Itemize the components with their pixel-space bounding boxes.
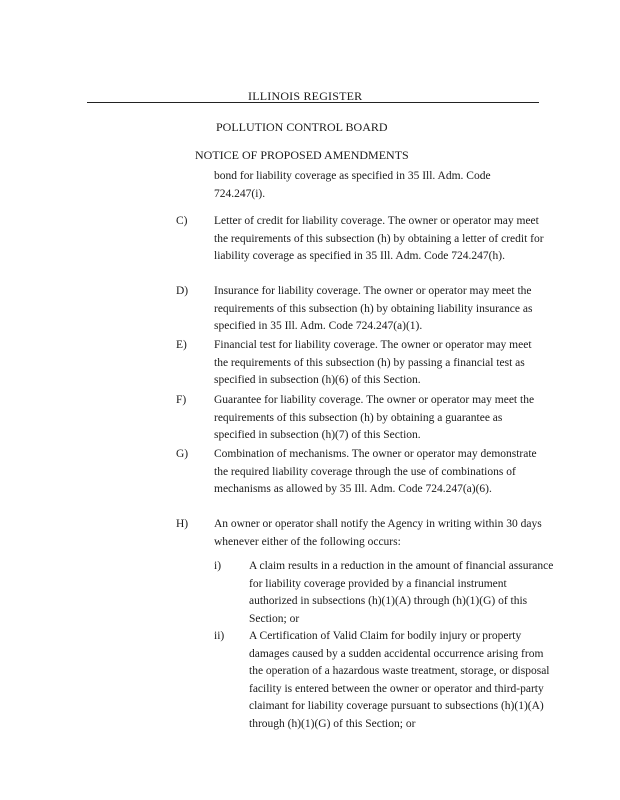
sub-item-label: i) (214, 560, 222, 572)
register-title: ILLINOIS REGISTER (248, 89, 363, 103)
item-text: Letter of credit for liability coverage. The owner or operator may meet the requirements of this subsection (h) by obtaining a letter of credit for liability coverage as specified in 35 Ill. Adm. Code 724.247(h). (214, 215, 544, 262)
item-text: Financial test for liability coverage. The owner or operator may meet the requirements of this subsection (h) by passing a financial test as specified in subsection (h)(6) of this Section. (214, 339, 532, 386)
item-text: An owner or operator shall notify the Agency in writing within 30 days whenever either of the following occurs: (214, 518, 542, 548)
sub-item-label: ii) (214, 630, 225, 642)
sub-item-text: A Certification of Valid Claim for bodily injury or property damages caused by a sudden accidental occurrence arising from the operation of a hazardous waste treatment, storage, or disposal facility is entered between the owner or operator and third-party claimant for liability coverage pursuant to subsections (h)(1)(A) through (h)(1)(G) of this Section; or (249, 630, 550, 730)
notice-title: NOTICE OF PROPOSED AMENDMENTS (195, 148, 409, 162)
sub-item-text: A claim results in a reduction in the amount of financial assurance for liability coverage provided by a financial instrument authorized in subsections (h)(1)(A) through (h)(1)(G) of this Section; or (249, 560, 554, 625)
board-name: POLLUTION CONTROL BOARD (216, 120, 388, 134)
item-text: Insurance for liability coverage. The owner or operator may meet the requirements of this subsection (h) by obtaining liability insurance as specified in 35 Ill. Adm. Code 724.247(a)(1). (214, 285, 533, 332)
item-text: Combination of mechanisms. The owner or operator may demonstrate the required liability coverage through the use of combinations of mechanisms as allowed by 35 Ill. Adm. Code 724.247(a)(6). (214, 448, 537, 495)
item-label: D) (176, 285, 189, 297)
item-text: Guarantee for liability coverage. The owner or operator may meet the requirements of this subsection (h) by obtaining a guarantee as specified in subsection (h)(7) of this Section. (214, 394, 535, 441)
item-label: H) (176, 518, 189, 530)
item-label: F) (176, 394, 187, 406)
continuation-text: bond for liability coverage as specified in 35 Ill. Adm. Code 724.247(i). (214, 170, 491, 200)
item-label: E) (176, 339, 187, 351)
item-label: C) (176, 215, 188, 227)
item-label: G) (176, 448, 189, 460)
header-rule (87, 102, 539, 103)
